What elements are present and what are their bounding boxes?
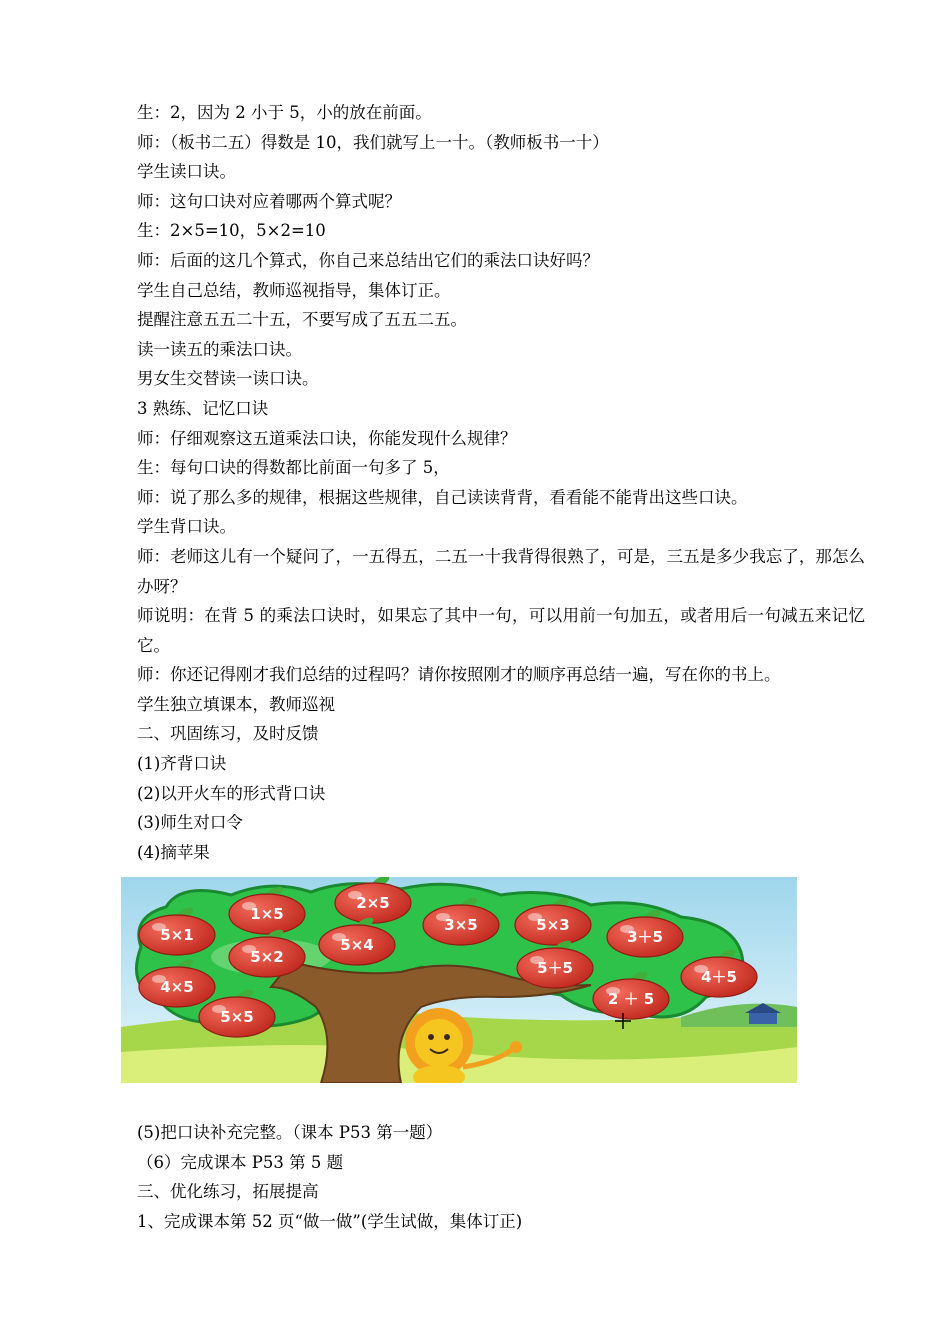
text-paragraph: 师：老师这儿有一个疑问了，一五得五，二五一十我背得很熟了，可是，三五是多少我忘了，那怎么办呀？ bbox=[137, 546, 865, 596]
text-line: 师：说了那么多的规律，根据这些规律，自己读读背背，看看能不能背出这些口诀。 bbox=[137, 487, 748, 507]
text-line: 学生独立填课本，教师巡视 bbox=[137, 694, 335, 714]
document-body-bottom bbox=[137, 1118, 865, 1236]
section-heading: 3 熟练、记忆口诀 bbox=[137, 398, 269, 418]
apple-label: 5×4 bbox=[340, 936, 374, 954]
apple-label: 4＋5 bbox=[701, 968, 737, 986]
apple-label: 2 ＋ 5 bbox=[607, 990, 655, 1008]
text-line: 生：2×5=10，5×2=10 bbox=[137, 221, 326, 241]
list-item: (3)师生对口令 bbox=[137, 813, 243, 833]
list-item: (2)以开火车的形式背口诀 bbox=[137, 783, 326, 803]
apple-label: 5×5 bbox=[220, 1008, 254, 1026]
apple-label: 5×3 bbox=[536, 916, 570, 934]
apple-label: 1×5 bbox=[250, 905, 284, 923]
text-line: 师：后面的这几个算式，你自己来总结出它们的乘法口诀好吗？ bbox=[137, 250, 599, 270]
text-line: 学生自己总结，教师巡视指导，集体订正。 bbox=[137, 280, 451, 300]
section-heading: 三、优化练习，拓展提高 bbox=[137, 1182, 319, 1202]
text-line: 学生读口诀。 bbox=[137, 162, 236, 182]
text-paragraph: 师说明：在背 5 的乘法口诀时，如果忘了其中一句，可以用前一句加五，或者用后一句减五来记忆它。 bbox=[137, 606, 865, 655]
text-line: 提醒注意五五二十五，不要写成了五五二五。 bbox=[137, 310, 467, 330]
text-line: 师：这句口诀对应着哪两个算式呢？ bbox=[137, 191, 401, 211]
apple-label: 5×2 bbox=[250, 948, 284, 966]
apple-label: 3＋5 bbox=[627, 928, 663, 946]
section-heading: 二、巩固练习，及时反馈 bbox=[137, 724, 319, 744]
apple-tree-illustration bbox=[121, 877, 797, 1083]
apple-label: 5×1 bbox=[160, 926, 194, 944]
text-line: 生：2，因为 2 小于 5，小的放在前面。 bbox=[137, 103, 432, 122]
apple-label: 3×5 bbox=[444, 916, 478, 934]
text-line: 学生背口诀。 bbox=[137, 517, 236, 537]
text-line: 男女生交替读一读口诀。 bbox=[137, 369, 319, 389]
apple-label: 2×5 bbox=[356, 894, 390, 912]
list-item: (1)齐背口诀 bbox=[137, 754, 227, 774]
text-line: 读一读五的乘法口诀。 bbox=[137, 339, 302, 359]
text-line: 师：仔细观察这五道乘法口诀，你能发现什么规律？ bbox=[137, 428, 517, 448]
document-body bbox=[137, 98, 865, 867]
list-item: （6）完成课本 P53 第 5 题 bbox=[137, 1152, 344, 1172]
text-line: 1、完成课本第 52 页“做一做”(学生试做，集体订正) bbox=[137, 1211, 523, 1231]
list-item: (5)把口诀补充完整。（课本 P53 第一题） bbox=[137, 1123, 443, 1142]
text-line: 师：你还记得刚才我们总结的过程吗？请你按照刚才的顺序再总结一遍，写在你的书上。 bbox=[137, 665, 781, 685]
apple-label: 5＋5 bbox=[537, 959, 573, 977]
text-line: 师：（板书二五）得数是 10，我们就写上一十。（教师板书一十） bbox=[137, 132, 609, 152]
text-line: 生：每句口诀的得数都比前面一句多了 5， bbox=[137, 458, 450, 478]
apple-label: 4×5 bbox=[160, 978, 194, 996]
list-item: (4)摘苹果 bbox=[137, 842, 210, 862]
